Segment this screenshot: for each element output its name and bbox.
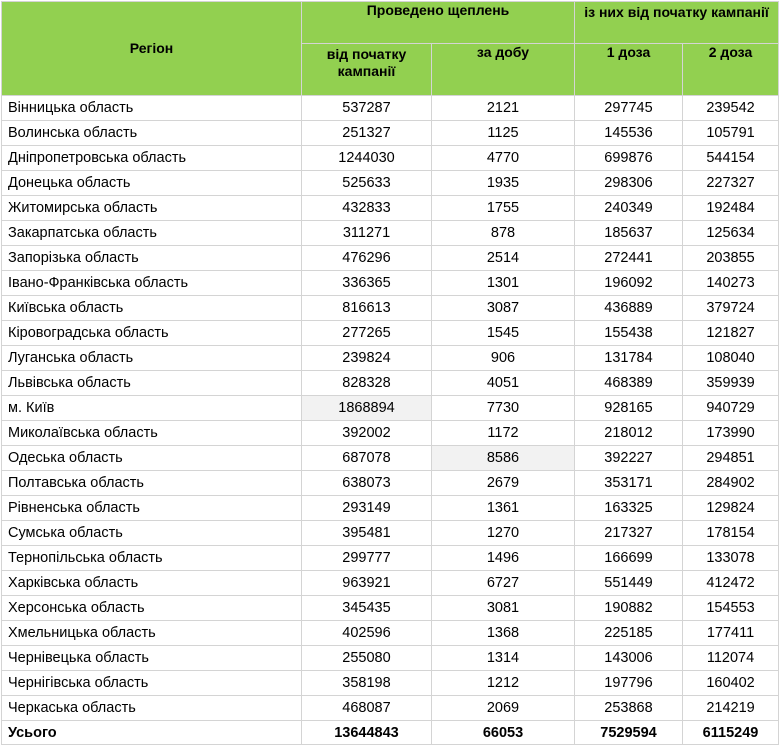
cell-region: Житомирська область	[2, 196, 302, 221]
cell-since-start: 816613	[302, 296, 432, 321]
cell-per-day: 1361	[432, 496, 575, 521]
cell-region: Хмельницька область	[2, 621, 302, 646]
cell-dose1: 551449	[575, 571, 683, 596]
cell-dose2: 214219	[683, 696, 779, 721]
cell-dose1: 436889	[575, 296, 683, 321]
cell-dose1: 240349	[575, 196, 683, 221]
cell-region: Київська область	[2, 296, 302, 321]
cell-dose1: 297745	[575, 96, 683, 121]
cell-dose2: 173990	[683, 421, 779, 446]
cell-dose2: 154553	[683, 596, 779, 621]
cell-dose1: 197796	[575, 671, 683, 696]
table-header	[2, 2, 779, 96]
cell-since-start: 432833	[302, 196, 432, 221]
total-per-day: 66053	[432, 721, 575, 745]
cell-per-day: 1125	[432, 121, 575, 146]
cell-since-start: 345435	[302, 596, 432, 621]
cell-since-start: 1244030	[302, 146, 432, 171]
cell-dose1: 353171	[575, 471, 683, 496]
total-dose1: 7529594	[575, 721, 683, 745]
cell-since-start: 255080	[302, 646, 432, 671]
cell-region: Тернопільська область	[2, 546, 302, 571]
vaccination-table	[1, 1, 779, 745]
table-row	[2, 96, 779, 121]
table-body	[2, 96, 779, 721]
column-group-vaccinations: Проведено щеплень	[302, 2, 575, 44]
cell-dose1: 928165	[575, 396, 683, 421]
cell-dose2: 160402	[683, 671, 779, 696]
cell-dose2: 108040	[683, 346, 779, 371]
cell-since-start: 828328	[302, 371, 432, 396]
column-group-of-them: із них від початку кампанії	[575, 2, 779, 44]
cell-since-start: 293149	[302, 496, 432, 521]
cell-per-day: 1545	[432, 321, 575, 346]
cell-dose2: 359939	[683, 371, 779, 396]
cell-region: Чернігівська область	[2, 671, 302, 696]
column-header-dose2: 2 доза	[683, 44, 779, 96]
cell-region: Волинська область	[2, 121, 302, 146]
cell-dose1: 218012	[575, 421, 683, 446]
cell-since-start: 395481	[302, 521, 432, 546]
table-row	[2, 696, 779, 721]
cell-per-day: 7730	[432, 396, 575, 421]
cell-since-start: 1868894	[302, 396, 432, 421]
cell-region: Чернівецька область	[2, 646, 302, 671]
cell-dose1: 468389	[575, 371, 683, 396]
cell-region: Львівська область	[2, 371, 302, 396]
table-footer	[2, 721, 779, 745]
cell-since-start: 963921	[302, 571, 432, 596]
table-row	[2, 471, 779, 496]
cell-dose1: 225185	[575, 621, 683, 646]
table-row	[2, 571, 779, 596]
cell-dose2: 105791	[683, 121, 779, 146]
cell-per-day: 3087	[432, 296, 575, 321]
cell-per-day: 1301	[432, 271, 575, 296]
cell-per-day: 1172	[432, 421, 575, 446]
table-row	[2, 671, 779, 696]
cell-dose2: 544154	[683, 146, 779, 171]
cell-dose2: 121827	[683, 321, 779, 346]
cell-dose1: 155438	[575, 321, 683, 346]
cell-per-day: 2514	[432, 246, 575, 271]
cell-since-start: 638073	[302, 471, 432, 496]
cell-region: Полтавська область	[2, 471, 302, 496]
table-row	[2, 621, 779, 646]
table-row	[2, 421, 779, 446]
total-row	[2, 721, 779, 745]
cell-per-day: 1212	[432, 671, 575, 696]
cell-region: Кіровоградська область	[2, 321, 302, 346]
cell-since-start: 525633	[302, 171, 432, 196]
table-row	[2, 496, 779, 521]
cell-per-day: 2121	[432, 96, 575, 121]
table-row	[2, 121, 779, 146]
table-row	[2, 346, 779, 371]
cell-dose2: 140273	[683, 271, 779, 296]
cell-region: Донецька область	[2, 171, 302, 196]
cell-per-day: 2069	[432, 696, 575, 721]
cell-dose2: 192484	[683, 196, 779, 221]
cell-dose1: 166699	[575, 546, 683, 571]
column-header-region: Регіон	[2, 2, 302, 96]
cell-dose2: 129824	[683, 496, 779, 521]
cell-since-start: 299777	[302, 546, 432, 571]
cell-dose2: 239542	[683, 96, 779, 121]
cell-since-start: 277265	[302, 321, 432, 346]
cell-per-day: 2679	[432, 471, 575, 496]
cell-per-day: 4051	[432, 371, 575, 396]
cell-since-start: 402596	[302, 621, 432, 646]
cell-region: м. Київ	[2, 396, 302, 421]
cell-since-start: 239824	[302, 346, 432, 371]
cell-region: Луганська область	[2, 346, 302, 371]
cell-since-start: 476296	[302, 246, 432, 271]
cell-dose1: 131784	[575, 346, 683, 371]
cell-dose1: 272441	[575, 246, 683, 271]
cell-dose1: 185637	[575, 221, 683, 246]
total-label: Усього	[2, 721, 302, 745]
cell-since-start: 336365	[302, 271, 432, 296]
cell-dose2: 412472	[683, 571, 779, 596]
cell-per-day: 4770	[432, 146, 575, 171]
cell-since-start: 537287	[302, 96, 432, 121]
cell-dose2: 940729	[683, 396, 779, 421]
table-row	[2, 396, 779, 421]
table-row	[2, 221, 779, 246]
cell-per-day: 1368	[432, 621, 575, 646]
cell-region: Вінницька область	[2, 96, 302, 121]
cell-dose2: 294851	[683, 446, 779, 471]
cell-region: Черкаська область	[2, 696, 302, 721]
cell-per-day: 878	[432, 221, 575, 246]
cell-region: Івано-Франківська область	[2, 271, 302, 296]
cell-region: Сумська область	[2, 521, 302, 546]
table-row	[2, 321, 779, 346]
cell-region: Запорізька область	[2, 246, 302, 271]
cell-since-start: 468087	[302, 696, 432, 721]
table-row	[2, 271, 779, 296]
cell-region: Закарпатська область	[2, 221, 302, 246]
cell-region: Миколаївська область	[2, 421, 302, 446]
cell-dose2: 125634	[683, 221, 779, 246]
cell-dose1: 392227	[575, 446, 683, 471]
cell-dose2: 379724	[683, 296, 779, 321]
cell-region: Херсонська область	[2, 596, 302, 621]
cell-since-start: 358198	[302, 671, 432, 696]
cell-per-day: 1755	[432, 196, 575, 221]
cell-dose2: 203855	[683, 246, 779, 271]
cell-since-start: 311271	[302, 221, 432, 246]
cell-dose1: 217327	[575, 521, 683, 546]
cell-dose1: 196092	[575, 271, 683, 296]
column-header-dose1: 1 доза	[575, 44, 683, 96]
cell-dose2: 133078	[683, 546, 779, 571]
cell-dose1: 145536	[575, 121, 683, 146]
cell-region: Одеська область	[2, 446, 302, 471]
cell-per-day: 906	[432, 346, 575, 371]
table-row	[2, 446, 779, 471]
column-header-per-day: за добу	[432, 44, 575, 96]
cell-region: Харківська область	[2, 571, 302, 596]
total-since-start: 13644843	[302, 721, 432, 745]
cell-dose1: 190882	[575, 596, 683, 621]
cell-per-day: 1270	[432, 521, 575, 546]
cell-since-start: 251327	[302, 121, 432, 146]
cell-per-day: 6727	[432, 571, 575, 596]
table-row	[2, 171, 779, 196]
cell-dose1: 699876	[575, 146, 683, 171]
cell-dose1: 163325	[575, 496, 683, 521]
cell-per-day: 8586	[432, 446, 575, 471]
cell-dose1: 143006	[575, 646, 683, 671]
table-row	[2, 546, 779, 571]
table-row	[2, 371, 779, 396]
total-dose2: 6115249	[683, 721, 779, 745]
cell-dose2: 178154	[683, 521, 779, 546]
table-row	[2, 146, 779, 171]
cell-dose1: 253868	[575, 696, 683, 721]
cell-per-day: 1496	[432, 546, 575, 571]
cell-dose1: 298306	[575, 171, 683, 196]
cell-dose2: 227327	[683, 171, 779, 196]
table-row	[2, 246, 779, 271]
cell-per-day: 1314	[432, 646, 575, 671]
cell-since-start: 687078	[302, 446, 432, 471]
table-row	[2, 521, 779, 546]
table-row	[2, 596, 779, 621]
cell-per-day: 3081	[432, 596, 575, 621]
table-row	[2, 296, 779, 321]
cell-dose2: 284902	[683, 471, 779, 496]
cell-per-day: 1935	[432, 171, 575, 196]
cell-dose2: 112074	[683, 646, 779, 671]
cell-since-start: 392002	[302, 421, 432, 446]
table-row	[2, 196, 779, 221]
cell-region: Рівненська область	[2, 496, 302, 521]
table-row	[2, 646, 779, 671]
cell-region: Дніпропетровська область	[2, 146, 302, 171]
cell-dose2: 177411	[683, 621, 779, 646]
column-header-since-start: від початку кампанії	[302, 44, 432, 96]
